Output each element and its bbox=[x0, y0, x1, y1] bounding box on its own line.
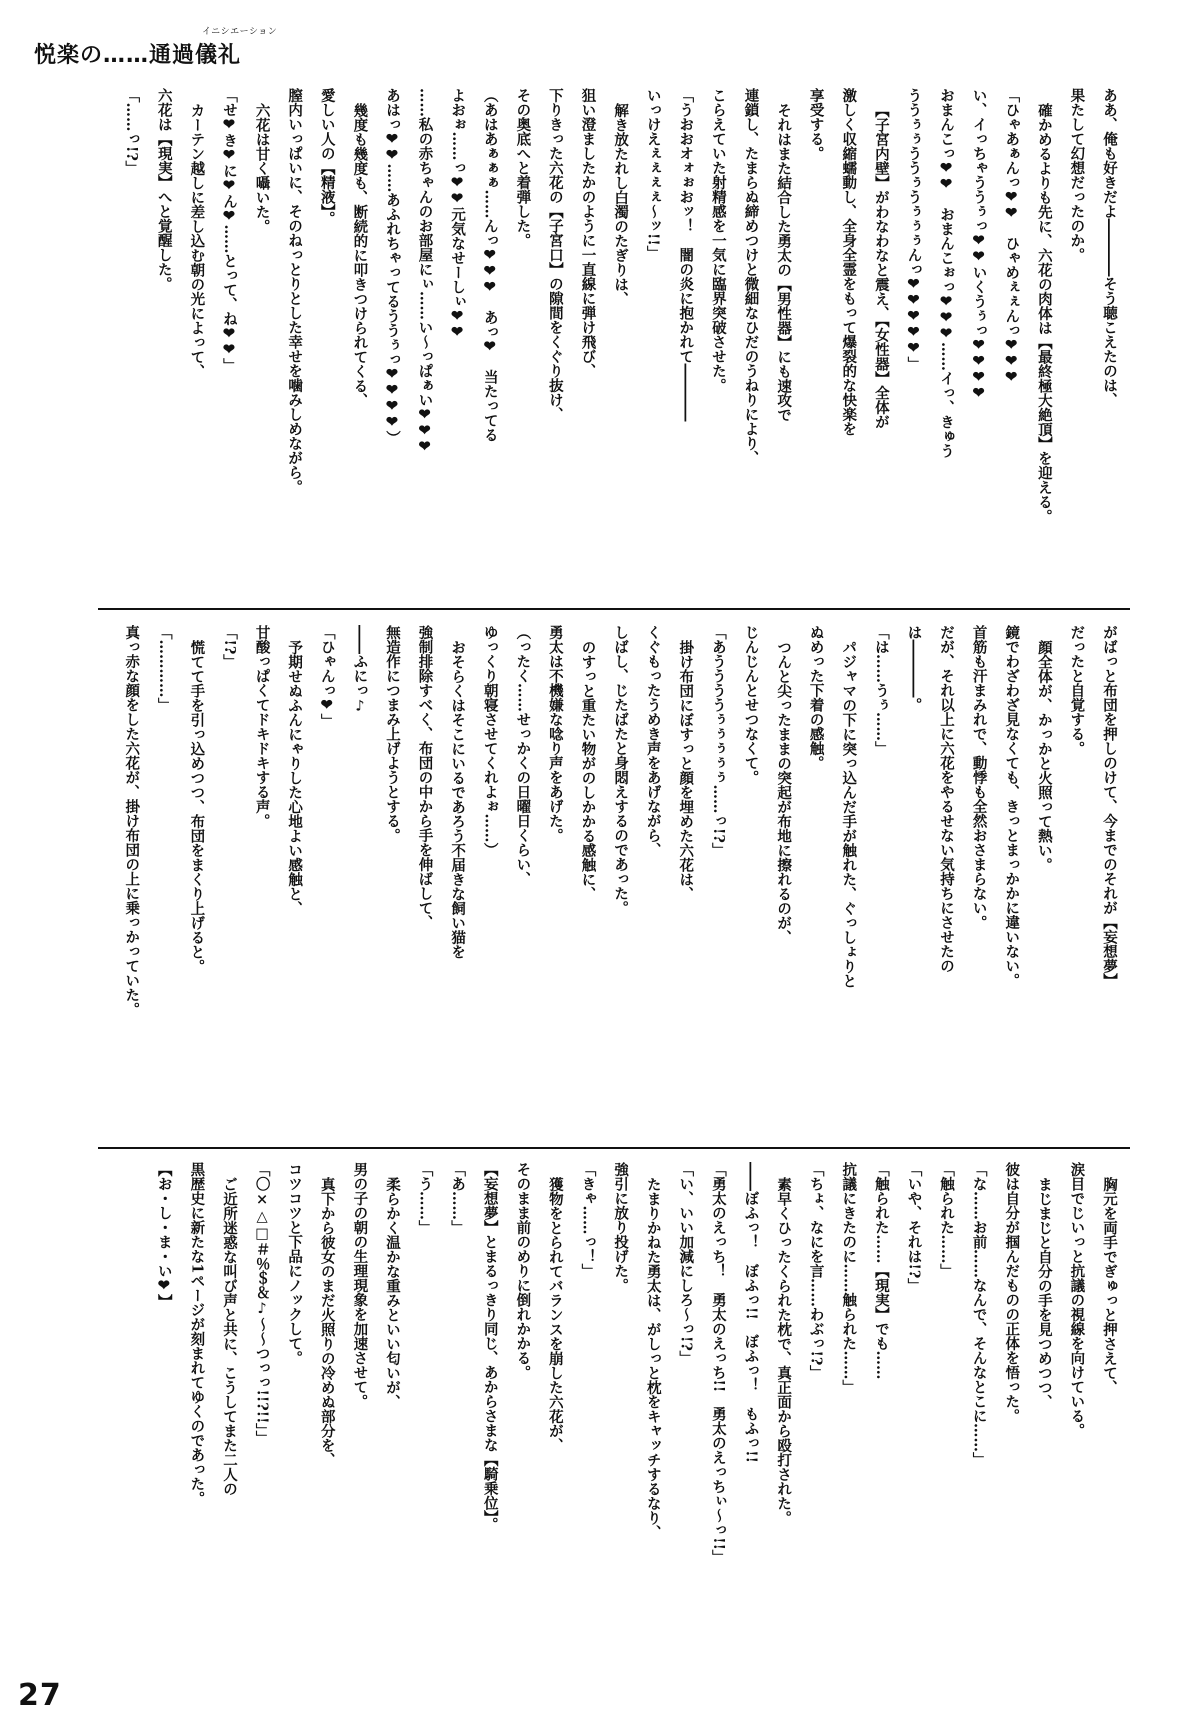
paragraph: 「あ……」 bbox=[449, 1162, 467, 1235]
paragraph: ああ、俺も好きだよ――――そう聴こえたのは、 bbox=[1101, 88, 1118, 407]
page-title-text: 悦楽の……通過儀礼 bbox=[34, 43, 242, 68]
paragraph: 素早くひったくられた枕で、真正面から殴打された。 bbox=[775, 1176, 793, 1525]
paragraph: よおぉ……っ❤❤元気なせーしぃ❤❤ bbox=[449, 88, 467, 341]
paragraph: だが、それ以上に六花をやるせない気持ちにさせたの bbox=[938, 625, 956, 973]
paragraph: ……私の赤ちゃんのお部屋にぃ……い～っぱぁい❤❤❤ bbox=[416, 88, 434, 455]
paragraph: じんじんとせつなくて。 bbox=[742, 625, 760, 785]
page-title-ruby: イニシエーション bbox=[202, 27, 278, 37]
page-number: 27 bbox=[18, 1678, 62, 1713]
paragraph: 愛しい人の【精液】。 bbox=[318, 88, 336, 226]
paragraph: 涙目でじいっと抗議の視線を向けている。 bbox=[1068, 1162, 1086, 1438]
paragraph: のすっと重たい物がのしかかる感触に、 bbox=[579, 639, 597, 901]
paragraph: 【子宮内壁】がわなわなと震え、【女性器】全体が bbox=[872, 102, 890, 429]
paragraph: 「〇×△□＃％＄＆♪～～つっっ!!?!!」」 bbox=[253, 1162, 271, 1446]
paragraph: ううぅぅううぅうぅぅぅんっ❤❤❤❤❤」 bbox=[905, 88, 923, 371]
paragraph: 「勇太のえっち！ 勇太のえっち!! 勇太のえっちぃ～っ!!」 bbox=[709, 1162, 727, 1565]
paragraph: 連鎖し、たまらぬ締めつけと微細なひだのうねりにより、 bbox=[742, 88, 760, 465]
paragraph: 享受する。 bbox=[807, 88, 825, 161]
paragraph: あはっ❤❤……あふれちゃってるううぅっ❤❤❤❤） bbox=[383, 88, 401, 445]
paragraph: パジャマの下に突っ込んだ手が触れた、ぐっしょりと bbox=[840, 639, 858, 988]
paragraph: 「きゃ……っ！」 bbox=[579, 1162, 597, 1278]
paragraph: 六花は【現実】へと覚醒した。 bbox=[155, 88, 173, 291]
paragraph: 「ひゃあぁんっ❤❤ ひゃめぇぇんっ❤❤❤ bbox=[1003, 88, 1021, 386]
paragraph: 果たして幻想だったのか。 bbox=[1068, 88, 1086, 262]
paragraph: 首筋も汗まみれで、動悸も全然おさまらない。 bbox=[970, 625, 988, 930]
paragraph: ご近所迷惑な叫び声と共に、こうしてまた二人の bbox=[220, 1176, 238, 1496]
paragraph: 抗議にきたのに……触られた……」 bbox=[840, 1162, 858, 1394]
paragraph: コツコツと下品にノックして。 bbox=[286, 1162, 304, 1365]
paragraph: 「うおおオォぉおッ！ 闇の炎に抱かれて―――― bbox=[677, 88, 695, 422]
paragraph: 鏡でわざわざ見なくても、きっとまっかかに違いない。 bbox=[1003, 625, 1021, 988]
paragraph: だったと自覚する。 bbox=[1068, 625, 1086, 756]
paragraph: 甘酸っぱくてドキドキする声。 bbox=[253, 625, 271, 828]
paragraph: 「!?」 bbox=[220, 625, 238, 669]
paragraph: 狙い澄ましたかのように一直線に弾け飛び、 bbox=[579, 88, 597, 378]
paragraph: その奥底へと着弾した。 bbox=[514, 88, 532, 248]
paragraph: 強制排除すべく、布団の中から手を伸ばして、 bbox=[416, 625, 434, 930]
paragraph: い、イっちゃううぅっ❤❤いくうぅっ❤❤❤❤ bbox=[970, 88, 988, 402]
paragraph: たまりかねた勇太は、がしっと枕をキャッチするなり、 bbox=[644, 1176, 662, 1539]
paragraph: 「…………」 bbox=[155, 625, 173, 712]
paragraph: 慌てて手を引っ込めつつ、布団をまくり上げると。 bbox=[188, 639, 206, 973]
paragraph: 「い、いい加減にしろ～っ!?」 bbox=[677, 1162, 695, 1366]
paragraph: 【お・し・ま・い❤】 bbox=[155, 1162, 173, 1309]
paragraph: ゆっくり朝寝させてくれよぉ……） bbox=[481, 625, 499, 857]
paragraph: ぬめった下着の感触。 bbox=[807, 625, 825, 770]
paragraph: 「いや、それは!?」 bbox=[905, 1162, 923, 1293]
paragraph: 「う……」 bbox=[416, 1162, 434, 1235]
paragraph: 「ひゃんっ❤」 bbox=[318, 625, 336, 728]
text-section-2 bbox=[105, 625, 1125, 1135]
paragraph: 「触られた……【現実】でも…… bbox=[872, 1162, 890, 1380]
section-divider bbox=[98, 608, 1130, 610]
paragraph: まじまじと自分の手を見つめつつ、 bbox=[1035, 1176, 1053, 1409]
paragraph: 掛け布団にぼすっと顔を埋めた六花は、 bbox=[677, 639, 695, 901]
paragraph: 六花は甘く囁いた。 bbox=[253, 102, 271, 233]
paragraph: 真下から彼女のまだ火照りの冷めぬ部分を、 bbox=[318, 1176, 336, 1467]
paragraph: 「……っ!?」 bbox=[123, 88, 141, 176]
paragraph: 【妄想夢】とまるっきり同じ、あからさまな【騎乗位】。 bbox=[481, 1162, 499, 1532]
paragraph: カーテン越しに差し込む朝の光によって、 bbox=[188, 102, 206, 378]
paragraph: 「触られた……」 bbox=[938, 1162, 956, 1278]
paragraph: 膣内いっぱいに、そのねっとりとした幸せを噛みしめながら。 bbox=[286, 88, 304, 494]
section-divider bbox=[98, 1147, 1130, 1149]
paragraph: 解き放たれし白濁のたぎりは、 bbox=[612, 102, 630, 306]
paragraph: 黒歴史に新たな1ページが刻まれてゆくのであった。 bbox=[188, 1162, 206, 1506]
paragraph: 確かめるよりも先に、六花の肉体は【最終極大絶頂】を迎える。 bbox=[1035, 102, 1053, 523]
paragraph: それはまた結合した勇太の【男性器】にも速攻で bbox=[775, 102, 793, 422]
paragraph: つんと尖ったままの突起が布地に擦れるのが、 bbox=[775, 639, 793, 944]
paragraph: ――ぼふっ！ ぼふっ!! ぼふっ！ もふっ!! bbox=[742, 1162, 760, 1463]
paragraph: は――――。 bbox=[905, 625, 923, 712]
paragraph: 勇太は不機嫌な唸り声をあげた。 bbox=[546, 625, 564, 843]
paragraph: おそらくはそこにいるであろう不届きな飼い猫を bbox=[449, 639, 467, 959]
paragraph: おまんこっ❤❤ おまんこぉっ❤❤❤……イっ、きゅう bbox=[938, 88, 956, 458]
paragraph: 予期せぬふんにゃりした心地よい感触と、 bbox=[286, 639, 304, 915]
paragraph: 柔らかく温かな重みといい匂いが、 bbox=[383, 1176, 401, 1409]
paragraph: ――ふにっ♪ bbox=[351, 625, 369, 715]
paragraph: 胸元を両手でぎゅっと押さえて、 bbox=[1101, 1176, 1118, 1394]
paragraph: 強引に放り投げた。 bbox=[612, 1162, 630, 1293]
paragraph: （ったく……せっかくの日曜日くらい、 bbox=[514, 625, 532, 886]
paragraph: 「あううううぅぅぅぅぅ……っ!?」 bbox=[709, 625, 727, 858]
paragraph: くぐもったうめき声をあげながら、 bbox=[644, 625, 662, 857]
paragraph: 「ちょ、なにを言……わぶっ!?」 bbox=[807, 1162, 825, 1380]
text-section-3 bbox=[105, 1162, 1125, 1672]
paragraph: 男の子の朝の生理現象を加速させて。 bbox=[351, 1162, 369, 1409]
page-title bbox=[34, 27, 278, 69]
paragraph: 彼は自分が掴んだものの正体を悟った。 bbox=[1003, 1162, 1021, 1423]
paragraph: 激しく収縮蠕動し、全身全霊をもって爆裂的な快楽を bbox=[840, 88, 858, 436]
paragraph: そのまま前のめりに倒れかかる。 bbox=[514, 1162, 532, 1380]
paragraph: 「は……うぅ……」 bbox=[872, 625, 890, 756]
paragraph: 「な……お前……なんで、そんなとこに……」 bbox=[970, 1162, 988, 1467]
paragraph: 無造作につまみ上げようとする。 bbox=[383, 625, 401, 843]
paragraph: 下りきった六花の【子宮口】の隙間をくぐり抜け、 bbox=[546, 88, 564, 422]
paragraph: 幾度も幾度も、断続的に叩きつけられてくる、 bbox=[351, 102, 369, 407]
paragraph: 「せ❤き❤に❤ん❤……とって、ね❤❤」 bbox=[220, 88, 238, 373]
paragraph: こらえていた射精感を一気に臨界突破させた。 bbox=[709, 88, 727, 393]
paragraph: 真っ赤な顔をした六花が、掛け布団の上に乗っかっていた。 bbox=[123, 625, 141, 1017]
paragraph: 獲物をとられてバランスを崩した六花が、 bbox=[546, 1176, 564, 1452]
paragraph: がばっと布団を押しのけて、今までのそれが【妄想夢】 bbox=[1101, 625, 1118, 988]
paragraph: （あはあぁぁぁ……んっ❤❤❤ あっ❤ 当たってる bbox=[481, 88, 499, 442]
paragraph: いっけえぇぇぇぇ～ッ!!」 bbox=[644, 88, 662, 261]
paragraph: しばし、じたばたと身悶えするのであった。 bbox=[612, 625, 630, 915]
text-section-1 bbox=[105, 88, 1125, 593]
paragraph: 顔全体が、かっかと火照って熱い。 bbox=[1035, 639, 1053, 872]
